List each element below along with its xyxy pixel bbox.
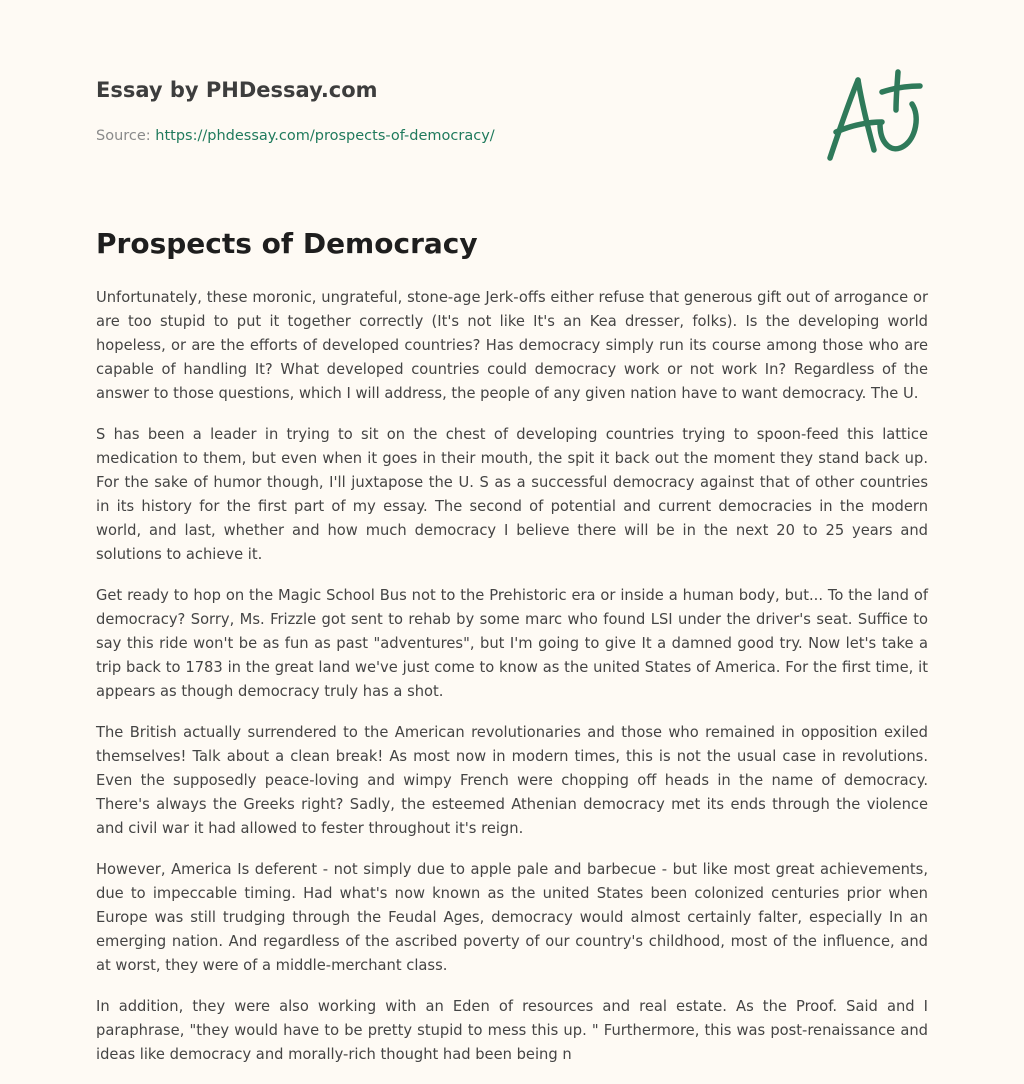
source-label: Source:	[96, 128, 156, 144]
essay-header	[96, 76, 696, 146]
site-brand: Essay by PHDessay.com	[96, 78, 378, 102]
essay-paragraph: However, America Is deferent - not simply due to apple pale and barbecue - but like most great achievements, due to impeccable timing. Had what's now known as the united States been colonized centuries prior when Europe was still trudging through the Feudal Ages, democracy would almost certainly falter, especially In an emerging nation. And regardless of the ascribed poverty of our country's childhood, most of the influence, and at worst, they were of a middle-merchant class.	[96, 861, 928, 974]
essay-body	[96, 286, 928, 1084]
essay-title: Prospects of Democracy	[96, 227, 478, 260]
source-link[interactable]: https://phdessay.com/prospects-of-democracy/	[155, 128, 495, 144]
source-line	[96, 126, 696, 146]
essay-paragraph: The British actually surrendered to the American revolutionaries and those who remained in opposition exiled themselves! Talk about a clean break! As most now in modern times, this is not the usual case in revolutions. Even the supposedly peace-loving and wimpy French were chopping off heads in the name of democracy. There's always the Greeks right? Sadly, the esteemed Athenian democracy met its ends through the violence and civil war it had allowed to fester throughout it's reign.	[96, 724, 928, 837]
essay-paragraph: In addition, they were also working with an Eden of resources and real estate. As the Proof. Said and I paraphrase, "they would have to be pretty stupid to mess this up. " Furthermore, this was post-renaissance and ideas like democracy and morally-rich thought had been being n	[96, 998, 928, 1063]
essay-paragraph: Unfortunately, these moronic, ungrateful, stone-age Jerk-offs either refuse that generous gift out of arrogance or are too stupid to put it together correctly (It's not like It's an Kea dresser, folks). Is the developing world hopeless, or are the efforts of developed countries? Has democracy simply run its course among those who are capable of handling It? What developed countries could democracy work or not work In? Regardless of the answer to those questions, which I will address, the people of any given nation have to want democracy. The U.	[96, 289, 928, 402]
essay-paragraph: S has been a leader in trying to sit on the chest of developing countries trying to spoon-feed this lattice medication to them, but even when it goes in their mouth, the spit it back out the moment they stand back up. For the sake of humor though, I'll juxtapose the U. S as a successful democracy against that of other countries in its history for the first part of my essay. The second of potential and current democracies in the modern world, and last, whether and how much democracy I believe there will be in the next 20 to 25 years and solutions to achieve it.	[96, 426, 928, 563]
essay-paragraph: Get ready to hop on the Magic School Bus not to the Prehistoric era or inside a human body, but... To the land of democracy? Sorry, Ms. Frizzle got sent to rehab by some marc who found LSI under the driver's seat. Suffice to say this ride won't be as fun as past "adventures", but I'm going to give It a damned good try. Now let's take a trip back to 1783 in the great land we've just come to know as the united States of America. For the first time, it appears as though democracy truly has a shot.	[96, 587, 928, 700]
a-plus-grade-icon	[820, 66, 930, 166]
